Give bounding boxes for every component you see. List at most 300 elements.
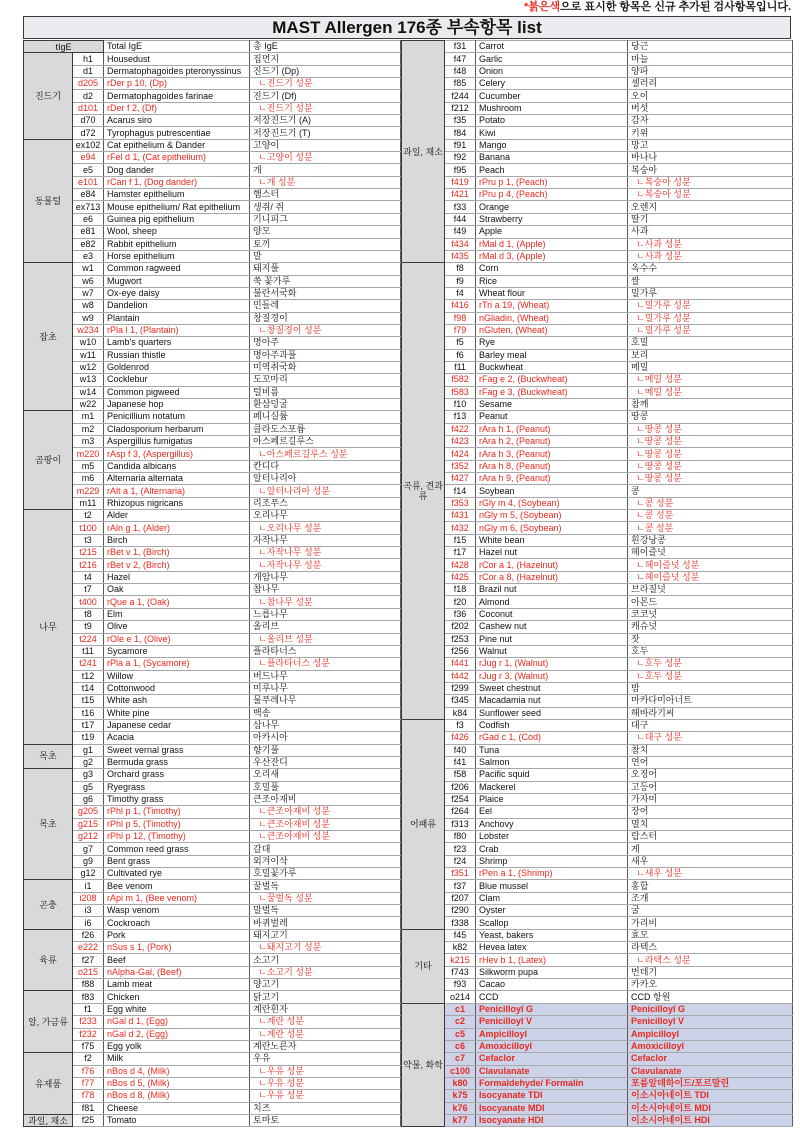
en-cell: Rice <box>476 275 628 287</box>
en-cell: rDer f 2, (Df) <box>104 102 250 114</box>
code-cell: e82 <box>73 238 104 250</box>
table-row <box>402 510 793 522</box>
en-cell: rPhl p 5, (Timothy) <box>104 818 250 830</box>
ko-cell: 환삼덩굴 <box>250 398 401 410</box>
en-cell: Blue mussel <box>476 880 628 892</box>
table-row <box>24 756 401 768</box>
table-row <box>24 65 401 77</box>
table-row <box>24 164 401 176</box>
code-cell: f37 <box>445 880 476 892</box>
table-row <box>402 744 793 756</box>
code-cell: f26 <box>73 929 104 941</box>
ko-cell: ㄴ땅콩 성분 <box>628 436 793 448</box>
code-cell: f423 <box>445 436 476 448</box>
table-row <box>402 769 793 781</box>
ko-cell: 우산잔디 <box>250 756 401 768</box>
ko-cell: ㄴ복숭아 성분 <box>628 176 793 188</box>
en-cell: nBos d 5, (Milk) <box>104 1077 250 1089</box>
ko-cell: Ampicilloyl <box>628 1028 793 1040</box>
en-cell: rPen a 1, (Shrimp) <box>476 868 628 880</box>
code-cell: f244 <box>445 90 476 102</box>
ko-cell: 가리비 <box>628 917 793 929</box>
group-label: 동물털 <box>24 139 73 262</box>
en-cell: Isocyanate HDI <box>476 1114 628 1126</box>
table-row <box>24 719 401 731</box>
en-cell: rGad c 1, (Cod) <box>476 732 628 744</box>
table-row <box>402 78 793 90</box>
en-cell: Cocklebur <box>104 374 250 386</box>
code-cell: e94 <box>73 152 104 164</box>
ko-cell: 카카오 <box>628 979 793 991</box>
ko-cell: ㄴ자작나무 성분 <box>250 559 401 571</box>
ko-cell: 양고기 <box>250 979 401 991</box>
table-row <box>402 436 793 448</box>
table-row <box>24 189 401 201</box>
en-cell: Cashew nut <box>476 621 628 633</box>
page-title: MAST Allergen 176종 부속항목 list <box>23 16 791 39</box>
ko-cell: 자작나무 <box>250 534 401 546</box>
table-row <box>24 90 401 102</box>
table-row <box>402 942 793 954</box>
ko-cell: ㄴ호두 성분 <box>628 670 793 682</box>
table-row <box>402 164 793 176</box>
ko-cell: 명아주 <box>250 337 401 349</box>
en-cell: rAsp f 3, (Aspergillus) <box>104 448 250 460</box>
en-cell: Cultivated rye <box>104 868 250 880</box>
en-cell: Pine nut <box>476 633 628 645</box>
ko-cell: ㄴ오리나무 성분 <box>250 522 401 534</box>
ko-cell: ㄴ콩 성분 <box>628 510 793 522</box>
en-cell: Mushroom <box>476 102 628 114</box>
en-cell: Lamb's quarters <box>104 337 250 349</box>
code-cell: m5 <box>73 460 104 472</box>
code-cell: i208 <box>73 892 104 904</box>
table-row <box>24 682 401 694</box>
table-row <box>24 238 401 250</box>
en-cell: Tuna <box>476 744 628 756</box>
en-cell: rAra h 9, (Peanut) <box>476 473 628 485</box>
code-cell: d205 <box>73 78 104 90</box>
en-cell: Garlic <box>476 53 628 65</box>
table-row <box>402 917 793 929</box>
code-cell: d70 <box>73 115 104 127</box>
table-row <box>24 1003 401 1015</box>
en-cell: Potato <box>476 115 628 127</box>
ko-cell: ㄴ진드기 성분 <box>250 102 401 114</box>
code-cell: f92 <box>445 152 476 164</box>
en-cell: Apple <box>476 226 628 238</box>
ko-cell: 개 <box>250 164 401 176</box>
ko-cell: 아몬드 <box>628 596 793 608</box>
en-cell: nGliadin, (Wheat) <box>476 312 628 324</box>
table-row <box>402 398 793 410</box>
table-row <box>402 892 793 904</box>
table-row <box>402 929 793 941</box>
table-row <box>24 337 401 349</box>
table-row <box>402 831 793 843</box>
code-cell: f15 <box>445 534 476 546</box>
ko-cell: 효모 <box>628 929 793 941</box>
en-cell: rCan f 1, (Dog dander) <box>104 176 250 188</box>
en-cell: Salmon <box>476 756 628 768</box>
en-cell: rPla l 1, (Plantain) <box>104 324 250 336</box>
en-cell: Dermatophagoides pteronyssinus <box>104 65 250 77</box>
ko-cell: 오리나무 <box>250 510 401 522</box>
en-cell: nGly m 5, (Soybean) <box>476 510 628 522</box>
code-cell: f98 <box>445 312 476 324</box>
table-row <box>24 176 401 188</box>
en-cell: rPhl p 12, (Timothy) <box>104 831 250 843</box>
table-row <box>24 226 401 238</box>
table-row <box>24 707 401 719</box>
en-cell: rJug r 1, (Walnut) <box>476 658 628 670</box>
code-cell: f582 <box>445 374 476 386</box>
table-row <box>24 324 401 336</box>
ko-cell: 라텍스 <box>628 942 793 954</box>
code-cell: w13 <box>73 374 104 386</box>
en-cell: rOle e 1, (Olive) <box>104 633 250 645</box>
code-cell: w6 <box>73 275 104 287</box>
group-label: 유제품 <box>24 1053 73 1115</box>
code-cell: t2 <box>73 510 104 522</box>
en-cell: Guinea pig epithelium <box>104 213 250 225</box>
table-row <box>402 448 793 460</box>
en-cell: Amoxicilloyl <box>476 1040 628 1052</box>
ko-cell: 메밀 <box>628 361 793 373</box>
code-cell: f40 <box>445 744 476 756</box>
table-row <box>402 460 793 472</box>
en-cell: Mouse epithelium/ Rat epithelium <box>104 201 250 213</box>
table-row <box>402 361 793 373</box>
en-cell: Dermatophagoides farinae <box>104 90 250 102</box>
table-row <box>402 534 793 546</box>
en-cell: Clam <box>476 892 628 904</box>
en-cell: Formaldehyde/ Formalin <box>476 1077 628 1089</box>
code-cell: c7 <box>445 1053 476 1065</box>
table-row <box>24 954 401 966</box>
table-row <box>402 658 793 670</box>
code-cell: g9 <box>73 855 104 867</box>
table-row <box>402 670 793 682</box>
code-cell: f352 <box>445 460 476 472</box>
table-row <box>24 695 401 707</box>
table-row <box>402 1016 793 1028</box>
ko-cell: 쌀 <box>628 275 793 287</box>
ko-cell: 치즈 <box>250 1102 401 1114</box>
table-row <box>24 1102 401 1114</box>
table-row <box>24 1053 401 1065</box>
group-label: 알, 가금류 <box>24 991 73 1053</box>
en-cell: rApi m 1, (Bee venom) <box>104 892 250 904</box>
group-label: 육류 <box>24 929 73 991</box>
en-cell: Strawberry <box>476 213 628 225</box>
code-cell: f17 <box>445 547 476 559</box>
code-cell: f425 <box>445 571 476 583</box>
table-row <box>24 349 401 361</box>
ko-cell: 아카시아 <box>250 732 401 744</box>
table-row <box>24 793 401 805</box>
en-cell: Isocyanate TDI <box>476 1090 628 1102</box>
code-cell: w10 <box>73 337 104 349</box>
en-cell: White ash <box>104 695 250 707</box>
ko-cell: 감자 <box>628 115 793 127</box>
table-row <box>24 1040 401 1052</box>
en-cell: Pork <box>104 929 250 941</box>
table-row <box>402 349 793 361</box>
code-cell: e222 <box>73 942 104 954</box>
table-row <box>402 1003 793 1015</box>
en-cell: Ryegrass <box>104 781 250 793</box>
ko-cell: Clavulanate <box>628 1065 793 1077</box>
en-cell: Anchovy <box>476 818 628 830</box>
table-row <box>24 831 401 843</box>
ko-cell: 키위 <box>628 127 793 139</box>
ko-cell: 명아주과풀 <box>250 349 401 361</box>
code-cell: f202 <box>445 621 476 633</box>
ko-cell: ㄴ올리브 성분 <box>250 633 401 645</box>
code-cell: i1 <box>73 880 104 892</box>
en-cell: Cladosporium herbarum <box>104 423 250 435</box>
code-cell: g5 <box>73 781 104 793</box>
table-row <box>402 1040 793 1052</box>
ko-cell: 양파 <box>628 65 793 77</box>
en-cell: Common reed grass <box>104 843 250 855</box>
table-row <box>402 818 793 830</box>
table-row <box>402 880 793 892</box>
ko-cell: 대구 <box>628 719 793 731</box>
ko-cell: 흰강낭콩 <box>628 534 793 546</box>
table-row <box>24 608 401 620</box>
en-cell: Ampicilloyl <box>476 1028 628 1040</box>
ko-cell: 콩 <box>628 485 793 497</box>
en-cell: Cat epithelium & Dander <box>104 139 250 151</box>
ko-cell: 호두 <box>628 645 793 657</box>
code-cell: f206 <box>445 781 476 793</box>
table-row <box>24 670 401 682</box>
table-row <box>402 954 793 966</box>
en-cell: nAlpha-Gal, (Beef) <box>104 966 250 978</box>
code-cell: e3 <box>73 250 104 262</box>
en-cell: Olive <box>104 621 250 633</box>
table-row <box>402 324 793 336</box>
ko-cell: 오이 <box>628 90 793 102</box>
code-cell: w234 <box>73 324 104 336</box>
code-cell: k84 <box>445 707 476 719</box>
ko-cell: 돼지고기 <box>250 929 401 941</box>
en-cell: Cacao <box>476 979 628 991</box>
ko-cell: 계란흰자 <box>250 1003 401 1015</box>
code-cell: f83 <box>73 991 104 1003</box>
ko-cell: 백송 <box>250 707 401 719</box>
code-cell: f6 <box>445 349 476 361</box>
code-cell: f232 <box>73 1028 104 1040</box>
code-cell: f27 <box>73 954 104 966</box>
code-cell: m3 <box>73 436 104 448</box>
table-row <box>24 300 401 312</box>
en-cell: Kiwi <box>476 127 628 139</box>
en-cell: Dog dander <box>104 164 250 176</box>
en-cell: rBet v 2, (Birch) <box>104 559 250 571</box>
en-cell: Common ragweed <box>104 263 250 275</box>
ko-cell: 불란서국화 <box>250 287 401 299</box>
table-row <box>24 127 401 139</box>
en-cell: rAra h 3, (Peanut) <box>476 448 628 460</box>
group-label: 목초 <box>24 769 73 880</box>
table-row <box>402 189 793 201</box>
ko-cell: 오렌지 <box>628 201 793 213</box>
code-cell: f254 <box>445 793 476 805</box>
code-cell: f338 <box>445 917 476 929</box>
en-cell: Penicillium notatum <box>104 411 250 423</box>
table-row <box>24 559 401 571</box>
en-cell: Macadamia nut <box>476 695 628 707</box>
code-cell: f79 <box>445 324 476 336</box>
ko-cell: ㄴ라텍스 성분 <box>628 954 793 966</box>
ko-cell: 집먼지 <box>250 53 401 65</box>
table-row <box>402 991 793 1003</box>
code-cell: f33 <box>445 201 476 213</box>
ko-cell: 굴 <box>628 905 793 917</box>
ko-cell: 햄스터 <box>250 189 401 201</box>
code-cell: f416 <box>445 300 476 312</box>
table-row <box>24 892 401 904</box>
group-label: 곤충 <box>24 880 73 929</box>
ko-cell: ㄴ사과 성분 <box>628 238 793 250</box>
table-row <box>402 756 793 768</box>
table-row <box>24 547 401 559</box>
code-cell: w12 <box>73 361 104 373</box>
code-cell: f424 <box>445 448 476 460</box>
en-cell: rDer p 10, (Dp) <box>104 78 250 90</box>
ko-cell: 우유 <box>250 1053 401 1065</box>
en-cell: Scallop <box>476 917 628 929</box>
code-cell: m229 <box>73 485 104 497</box>
ko-cell: 꿀벌독 <box>250 880 401 892</box>
table-row <box>402 547 793 559</box>
ko-cell: 코코넛 <box>628 608 793 620</box>
table-row <box>24 880 401 892</box>
table-row <box>24 275 401 287</box>
ko-cell: ㄴ참나무 성분 <box>250 596 401 608</box>
en-cell: Bermuda grass <box>104 756 250 768</box>
ko-cell: 오리새 <box>250 769 401 781</box>
code-cell: w8 <box>73 300 104 312</box>
en-cell: rPru p 1, (Peach) <box>476 176 628 188</box>
en-cell: Oak <box>104 584 250 596</box>
table-row <box>24 213 401 225</box>
table-row <box>24 312 401 324</box>
ko-cell: ㄴ큰조아재비 성분 <box>250 806 401 818</box>
en-cell: Acarus siro <box>104 115 250 127</box>
ko-cell: 사과 <box>628 226 793 238</box>
ko-cell: 민들레 <box>250 300 401 312</box>
code-cell: f11 <box>445 361 476 373</box>
ko-cell: 미루나무 <box>250 682 401 694</box>
ko-cell: ㄴ메밀 성분 <box>628 386 793 398</box>
ko-cell: 이소시아네이트 HDI <box>628 1114 793 1126</box>
code-cell: d2 <box>73 90 104 102</box>
code-cell: t9 <box>73 621 104 633</box>
ko-cell: 연어 <box>628 756 793 768</box>
table-row <box>24 571 401 583</box>
ko-cell: 마카다미아너트 <box>628 695 793 707</box>
ko-cell: ㄴ밀가루 성분 <box>628 312 793 324</box>
ko-cell: 토마토 <box>250 1114 401 1126</box>
code-cell: f431 <box>445 510 476 522</box>
en-cell: Sunflower seed <box>476 707 628 719</box>
code-cell: f49 <box>445 226 476 238</box>
code-cell: t215 <box>73 547 104 559</box>
table-row <box>402 386 793 398</box>
table-row <box>402 1114 793 1126</box>
code-cell: f93 <box>445 979 476 991</box>
table-row <box>402 868 793 880</box>
table-row <box>24 1090 401 1102</box>
ko-cell: 토끼 <box>250 238 401 250</box>
code-cell: f3 <box>445 719 476 731</box>
table-row <box>24 645 401 657</box>
en-cell: Bee venom <box>104 880 250 892</box>
ko-cell: 홍합 <box>628 880 793 892</box>
table-row <box>24 966 401 978</box>
en-cell: Pacific squid <box>476 769 628 781</box>
ko-cell: ㄴ땅콩 성분 <box>628 423 793 435</box>
code-cell: f48 <box>445 65 476 77</box>
code-cell: k82 <box>445 942 476 954</box>
ko-cell: ㄴ꿀벌독 성분 <box>250 892 401 904</box>
en-cell: Orchard grass <box>104 769 250 781</box>
code-cell: f353 <box>445 497 476 509</box>
table-row <box>24 843 401 855</box>
ko-cell: 옥수수 <box>628 263 793 275</box>
ko-cell: 개암나무 <box>250 571 401 583</box>
table-row <box>402 312 793 324</box>
ko-cell: ㄴ창질경이 성분 <box>250 324 401 336</box>
code-cell: ex102 <box>73 139 104 151</box>
code-cell: f435 <box>445 250 476 262</box>
ko-cell: 바나나 <box>628 152 793 164</box>
group-label: 곰팡이 <box>24 411 73 510</box>
code-cell: t8 <box>73 608 104 620</box>
code-cell: f41 <box>445 756 476 768</box>
ko-cell: 외겨이삭 <box>250 855 401 867</box>
en-cell: Barley meal <box>476 349 628 361</box>
en-cell: nSus s 1, (Pork) <box>104 942 250 954</box>
en-cell: rPhl p 1, (Timothy) <box>104 806 250 818</box>
code-cell: e6 <box>73 213 104 225</box>
en-cell: Horse epithelium <box>104 250 250 262</box>
ko-cell: 알터나리아 <box>250 473 401 485</box>
en-cell: Shrimp <box>476 855 628 867</box>
en-cell: Cheese <box>104 1102 250 1114</box>
ko-cell: 큰조아재비 <box>250 793 401 805</box>
code-cell: f422 <box>445 423 476 435</box>
note-rest-text: 으로 표시한 항목은 신규 추가된 검사항목입니다. <box>560 1 791 13</box>
code-cell: t19 <box>73 732 104 744</box>
ko-cell: 미역취국화 <box>250 361 401 373</box>
en-cell: Sycamore <box>104 645 250 657</box>
ko-cell: 밀가루 <box>628 287 793 299</box>
ko-cell: 닭고기 <box>250 991 401 1003</box>
ko-cell: 가자미 <box>628 793 793 805</box>
table-row <box>402 374 793 386</box>
ko-cell: 딸기 <box>628 213 793 225</box>
ko-cell: 잣 <box>628 633 793 645</box>
ko-cell: 기니피그 <box>250 213 401 225</box>
ko-cell: ㄴ알터나리아 성분 <box>250 485 401 497</box>
ko-cell: ㄴ호두 성분 <box>628 658 793 670</box>
code-cell: f91 <box>445 139 476 151</box>
